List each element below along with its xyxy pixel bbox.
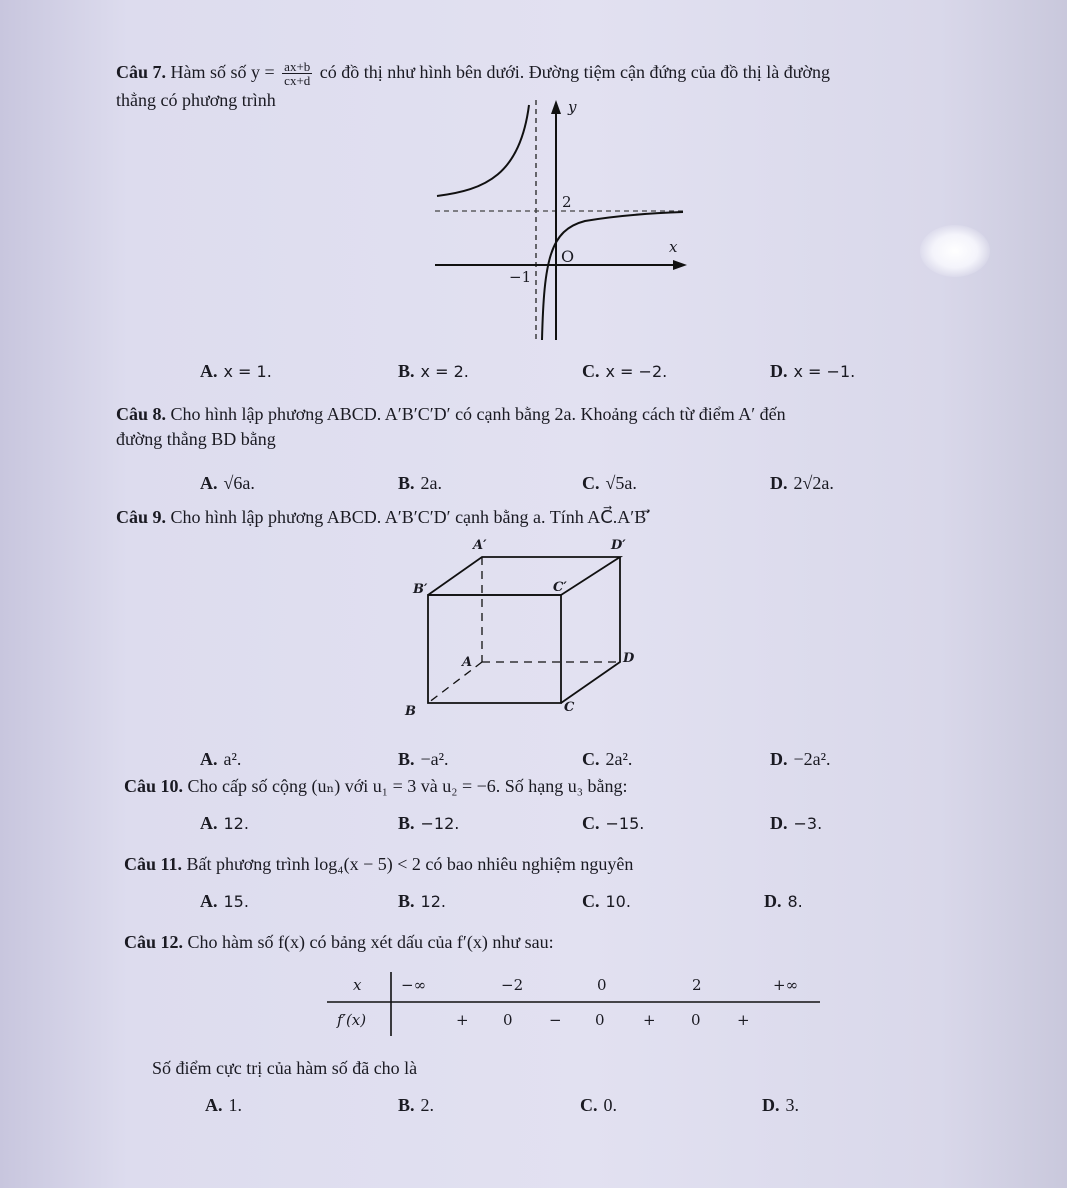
q12-c-key: C.: [580, 1095, 598, 1115]
q7-graph: [425, 90, 695, 345]
row1-cell-0: −∞: [401, 976, 427, 994]
light-glare: [920, 225, 990, 277]
cube-front-face: [428, 595, 561, 703]
q8-b-text: 2a.: [420, 473, 443, 493]
q9-b-text: −a².: [420, 749, 449, 769]
row1-cell-4: +∞: [773, 976, 799, 994]
q9-option-c[interactable]: [582, 748, 632, 770]
label-B1: B′: [413, 582, 428, 597]
row1-cell-1: −2: [501, 976, 524, 994]
q8-option-b[interactable]: [398, 472, 442, 494]
q11-text: Bất phương trình log₄(x − 5) < 2 có bao nhiêu nghiệm nguyên: [182, 854, 634, 874]
q11-d-text: 8.: [787, 892, 803, 911]
q7-option-b[interactable]: [398, 360, 469, 383]
q12-d-text: 3.: [785, 1095, 799, 1115]
q9-a-key: A.: [200, 749, 218, 769]
label-B: B: [405, 704, 416, 719]
q9-line1: [116, 505, 650, 529]
row2-cell-1: 0: [503, 1011, 513, 1029]
q10-line1: [124, 774, 628, 798]
q12-b-text: 2.: [420, 1095, 435, 1115]
q12-label: Câu 12.: [124, 932, 184, 952]
row2-head: f′(x): [337, 1011, 367, 1029]
q8-line2: đường thẳng BD bằng: [116, 429, 276, 449]
q9-d-text: −2a².: [793, 749, 831, 769]
q11-option-a[interactable]: [200, 890, 249, 913]
row2-cell-3: 0: [595, 1011, 605, 1029]
tick-y-2: 2: [562, 193, 572, 211]
q11-label: Câu 11.: [124, 854, 183, 874]
q10-c-text: −15.: [605, 814, 645, 833]
q10-option-b[interactable]: [398, 812, 459, 835]
row2-cell-2: −: [549, 1011, 562, 1029]
q7-frac-num: ax+b: [284, 59, 311, 75]
q11-d-key: D.: [764, 891, 782, 911]
label-D1: D′: [611, 538, 626, 553]
q11-option-b[interactable]: [398, 890, 446, 913]
q8-d-text: 2√2a.: [793, 473, 834, 493]
q7-c-text: x = −2.: [605, 362, 668, 381]
q11-a-text: 15.: [223, 892, 249, 911]
q7-c-key: C.: [582, 361, 600, 381]
q9-c-text: 2a².: [605, 749, 633, 769]
q8-option-c[interactable]: [582, 472, 637, 494]
q7-option-d[interactable]: [770, 360, 855, 383]
q12-option-b[interactable]: [398, 1094, 434, 1116]
q7-a-text: x = 1.: [223, 362, 272, 381]
q11-b-text: 12.: [420, 892, 446, 911]
q9-d-key: D.: [770, 749, 788, 769]
hidden-edge-AB: [428, 662, 482, 703]
q7-text-before: Hàm số số y =: [170, 62, 280, 82]
row1-cell-2: 0: [597, 976, 607, 994]
curve-left-branch: [437, 105, 529, 196]
q8-d-key: D.: [770, 473, 788, 493]
q12-c-text: 0.: [603, 1095, 617, 1115]
row2-cell-6: +: [737, 1011, 750, 1029]
q10-d-key: D.: [770, 813, 788, 833]
q7-fraction: [282, 60, 312, 87]
q11-b-key: B.: [398, 891, 415, 911]
q11-a-key: A.: [200, 891, 218, 911]
cube-right-edges: [561, 557, 620, 703]
q9-a-text: a².: [223, 749, 242, 769]
q9-b-key: B.: [398, 749, 415, 769]
q12-d-key: D.: [762, 1095, 780, 1115]
q8-text: Cho hình lập phương ABCD. A′B′C′D′ có cạnh bằng 2a. Khoảng cách từ điểm A′ đến: [166, 404, 786, 424]
label-A1: A′: [473, 538, 487, 553]
q9-cube: [395, 535, 655, 725]
q9-option-d[interactable]: [770, 748, 831, 770]
q11-option-c[interactable]: [582, 890, 631, 913]
q8-option-a[interactable]: [200, 472, 255, 494]
row1-cell-3: 2: [692, 976, 702, 994]
q12-sign-table: [325, 968, 825, 1043]
q7-b-text: x = 2.: [420, 362, 469, 381]
q8-a-text: √6a.: [223, 473, 255, 493]
q8-b-key: B.: [398, 473, 415, 493]
q11-c-text: 10.: [605, 892, 631, 911]
origin-label: O: [561, 247, 575, 266]
label-C: C: [564, 700, 575, 715]
q10-a-text: 12.: [223, 814, 249, 833]
q7-line2: thẳng có phương trình: [116, 90, 276, 110]
q10-b-text: −12.: [420, 814, 460, 833]
row1-head: x: [353, 976, 362, 994]
q9-option-a[interactable]: [200, 748, 241, 770]
curve-right-branch: [542, 212, 683, 340]
cube-top-face: [428, 557, 620, 595]
q12-a-text: 1.: [228, 1095, 242, 1115]
q10-b-key: B.: [398, 813, 415, 833]
q10-text: Cho cấp số cộng (uₙ) với u₁ = 3 và u₂ = −6. Số hạng u₃ bằng:: [183, 776, 628, 796]
q8-option-d[interactable]: [770, 472, 834, 494]
q8-c-key: C.: [582, 473, 600, 493]
q9-c-key: C.: [582, 749, 600, 769]
y-axis-label: y: [568, 98, 577, 116]
label-A: A: [462, 655, 473, 670]
q12-line1: [124, 930, 554, 954]
q12-b-key: B.: [398, 1095, 415, 1115]
label-D: D: [623, 651, 635, 666]
q7-text-after: có đồ thị như hình bên dưới. Đường tiệm cận đứng của đồ thị là đường: [315, 62, 831, 82]
q7-b-key: B.: [398, 361, 415, 381]
q8-c-text: √5a.: [605, 473, 637, 493]
q12-text: Cho hàm số f(x) có bảng xét dấu của f′(x) như sau:: [183, 932, 554, 952]
q10-option-a[interactable]: [200, 812, 249, 835]
y-axis-arrow: [551, 100, 561, 114]
q9-label: Câu 9.: [116, 507, 167, 527]
q12-option-d[interactable]: [762, 1094, 799, 1116]
q7-d-text: x = −1.: [793, 362, 856, 381]
q9-option-b[interactable]: [398, 748, 449, 770]
q12-a-key: A.: [205, 1095, 223, 1115]
q7-a-key: A.: [200, 361, 218, 381]
x-axis-label: x: [669, 238, 678, 256]
x-axis-arrow: [673, 260, 687, 270]
q12-question: Số điểm cực trị của hàm số đã cho là: [152, 1058, 418, 1078]
q7-label: Câu 7.: [116, 62, 167, 82]
q7-option-a[interactable]: [200, 360, 272, 383]
tick-x-minus1: −1: [509, 268, 532, 286]
q12-option-a[interactable]: [205, 1094, 242, 1116]
q8-label: Câu 8.: [116, 404, 167, 424]
row2-cell-5: 0: [691, 1011, 701, 1029]
q8-a-key: A.: [200, 473, 218, 493]
q7-d-key: D.: [770, 361, 788, 381]
q9-text: Cho hình lập phương ABCD. A′B′C′D′ cạnh bằng a. Tính AC⃗.A′B′⃗: [166, 507, 651, 527]
q10-c-key: C.: [582, 813, 600, 833]
q7-frac-den: cx+d: [284, 73, 311, 89]
q10-a-key: A.: [200, 813, 218, 833]
q10-label: Câu 10.: [124, 776, 184, 796]
label-C1: C′: [553, 580, 567, 595]
q10-d-text: −3.: [793, 814, 823, 833]
q12-option-c[interactable]: [580, 1094, 617, 1116]
q8-line1: [116, 402, 786, 426]
row2-cell-4: +: [643, 1011, 656, 1029]
q11-option-d[interactable]: [764, 890, 803, 913]
q11-c-key: C.: [582, 891, 600, 911]
q10-option-c[interactable]: [582, 812, 644, 835]
row2-cell-0: +: [456, 1011, 469, 1029]
q10-option-d[interactable]: [770, 812, 822, 835]
q7-option-c[interactable]: [582, 360, 667, 383]
q11-line1: [124, 852, 633, 876]
q7-line1: [116, 60, 830, 87]
